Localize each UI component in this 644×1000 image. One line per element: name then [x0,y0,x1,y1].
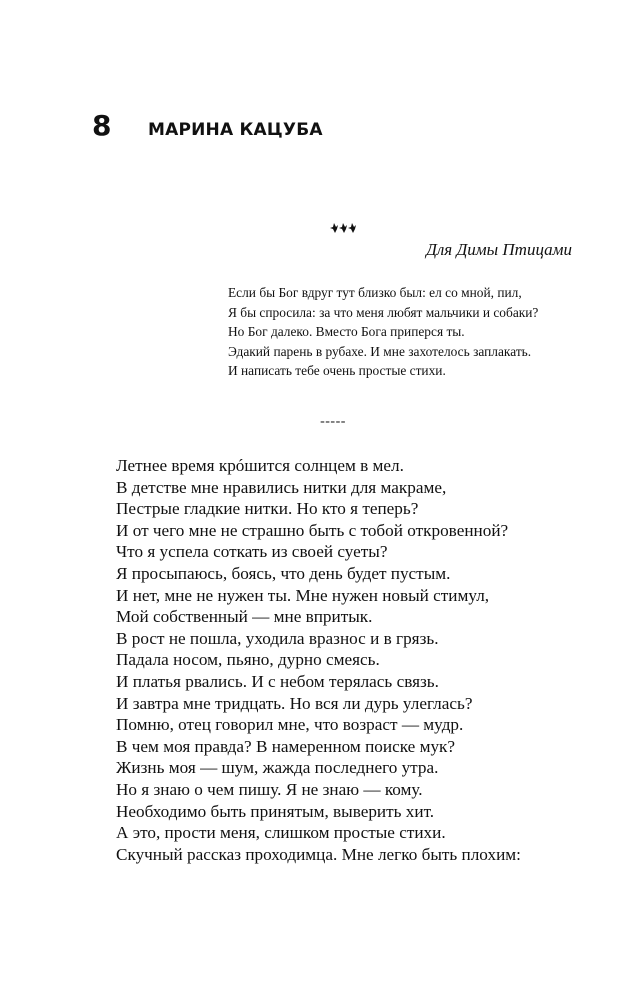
poem-line: Я просыпаюсь, боясь, что день будет пустым. [116,563,451,583]
poem-line: И от чего мне не страшно быть с тобой откровенной? [116,520,509,540]
poem-body [116,455,521,865]
section-divider: ----- [320,414,346,429]
poem-line: И нет, мне не нужен ты. Мне нужен новый стимул, [116,585,490,605]
poem-line: Пестрые гладкие нитки. Но кто я теперь? [116,499,419,519]
epigraph-line: Эдакий парень в рубахе. И мне захотелось заплакать. [228,343,532,359]
running-header [92,109,323,142]
page-number: 8 [92,109,112,142]
poem-line: В детстве мне нравились нитки для макраме, [116,477,447,497]
poem-line: Помню, отец говорил мне, что возраст — мудр. [116,715,464,735]
dedication: Для Димы Птицами [426,240,572,259]
poem-line: Но я знаю о чем пишу. Я не знаю — кому. [116,779,423,799]
poem-line: Падала носом, пьяно, дурно смеясь. [116,650,380,670]
epigraph-line: И написать тебе очень простые стихи. [228,363,446,379]
epigraph-line: Я бы спросила: за что меня любят мальчики и собаки? [228,304,539,320]
poem-line: И завтра мне тридцать. Но вся ли дурь улеглась? [116,693,473,713]
poem-line: Что я успела соткать из своей суеты? [116,542,388,562]
poem-line: Жизнь моя — шум, жажда последнего утра. [116,758,439,778]
poem-line: В чем моя правда? В намеренном поиске мук? [116,736,456,756]
asterism-icon [330,222,356,234]
epigraph-line: Но Бог далеко. Вместо Бога приперся ты. [228,324,465,340]
author-name: МАРИНА КАЦУБА [148,120,323,140]
poem-line: Мой собственный — мне впритык. [116,607,373,627]
poem-line: И платья рвались. И с небом терялась связь. [116,671,439,691]
epigraph-line: Если бы Бог вдруг тут близко был: ел со мной, пил, [228,285,522,300]
poem-line: Летнее время крóшится солнцем в мел. [116,456,404,475]
asterism-ornament [0,222,644,238]
poem-line: Необходимо быть принятым, выверить хит. [116,801,435,821]
epigraph [228,283,538,381]
poem-line: В рост не пошла, уходила вразнос и в грязь. [116,628,439,648]
poem-line: А это, прости меня, слишком простые стихи. [116,823,446,843]
poem-line: Скучный рассказ проходимца. Мне легко быть плохим: [116,844,521,864]
